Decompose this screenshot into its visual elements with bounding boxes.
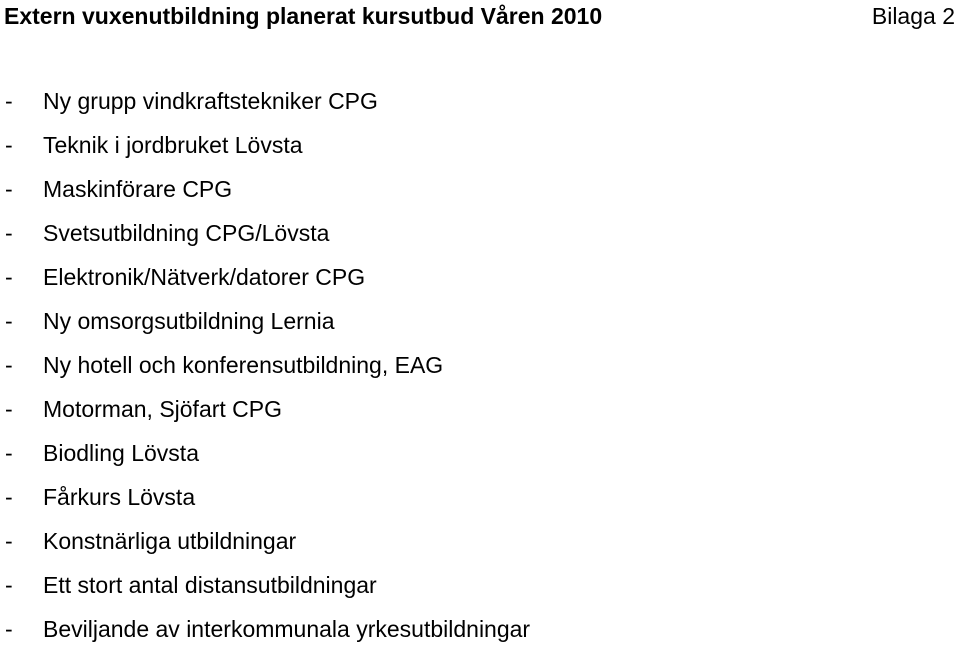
list-bullet: - (5, 572, 13, 598)
list-bullet: - (5, 528, 13, 554)
list-bullet: - (5, 88, 13, 114)
list-item (0, 614, 959, 658)
attachment-label: Bilaga 2 (871, 3, 955, 29)
document-title: Extern vuxenutbildning planerat kursutbud Våren 2010 (4, 3, 603, 29)
list-bullet: - (5, 396, 13, 422)
list-item (0, 86, 959, 130)
list-bullet: - (5, 352, 13, 378)
list-bullet: - (5, 440, 13, 466)
list-item (0, 174, 959, 218)
list-item (0, 570, 959, 614)
list-item (0, 130, 959, 174)
list-bullet: - (5, 176, 13, 202)
list-item (0, 350, 959, 394)
list-item-text: Ett stort antal distansutbildningar (43, 572, 377, 598)
list-item (0, 218, 959, 262)
list-item-text: Ny grupp vindkraftstekniker CPG (43, 88, 378, 114)
list-item (0, 262, 959, 306)
list-bullet: - (5, 220, 13, 246)
list-item-text: Fårkurs Lövsta (43, 484, 196, 510)
list-item (0, 394, 959, 438)
list-item (0, 526, 959, 570)
list-item-text: Biodling Lövsta (43, 440, 199, 466)
list-item-text: Ny omsorgsutbildning Lernia (43, 308, 335, 334)
list-bullet: - (5, 484, 13, 510)
list-item-text: Motorman, Sjöfart CPG (43, 396, 283, 422)
list-item-text: Elektronik/Nätverk/datorer CPG (43, 264, 366, 290)
list-bullet: - (5, 264, 13, 290)
list-item-text: Maskinförare CPG (43, 176, 233, 202)
list-item (0, 438, 959, 482)
list-bullet: - (5, 616, 13, 642)
list-bullet: - (5, 308, 13, 334)
list-item-text: Ny hotell och konferensutbildning, EAG (43, 352, 444, 378)
list-item-text: Teknik i jordbruket Lövsta (43, 132, 303, 158)
list-item-text: Svetsutbildning CPG/Lövsta (43, 220, 330, 246)
document-header (0, 0, 959, 36)
list-item-text: Konstnärliga utbildningar (43, 528, 297, 554)
list-bullet: - (5, 132, 13, 158)
list-item-text: Beviljande av interkommunala yrkesutbildningar (43, 616, 531, 642)
list-item (0, 482, 959, 526)
course-list (0, 86, 959, 658)
list-item (0, 306, 959, 350)
